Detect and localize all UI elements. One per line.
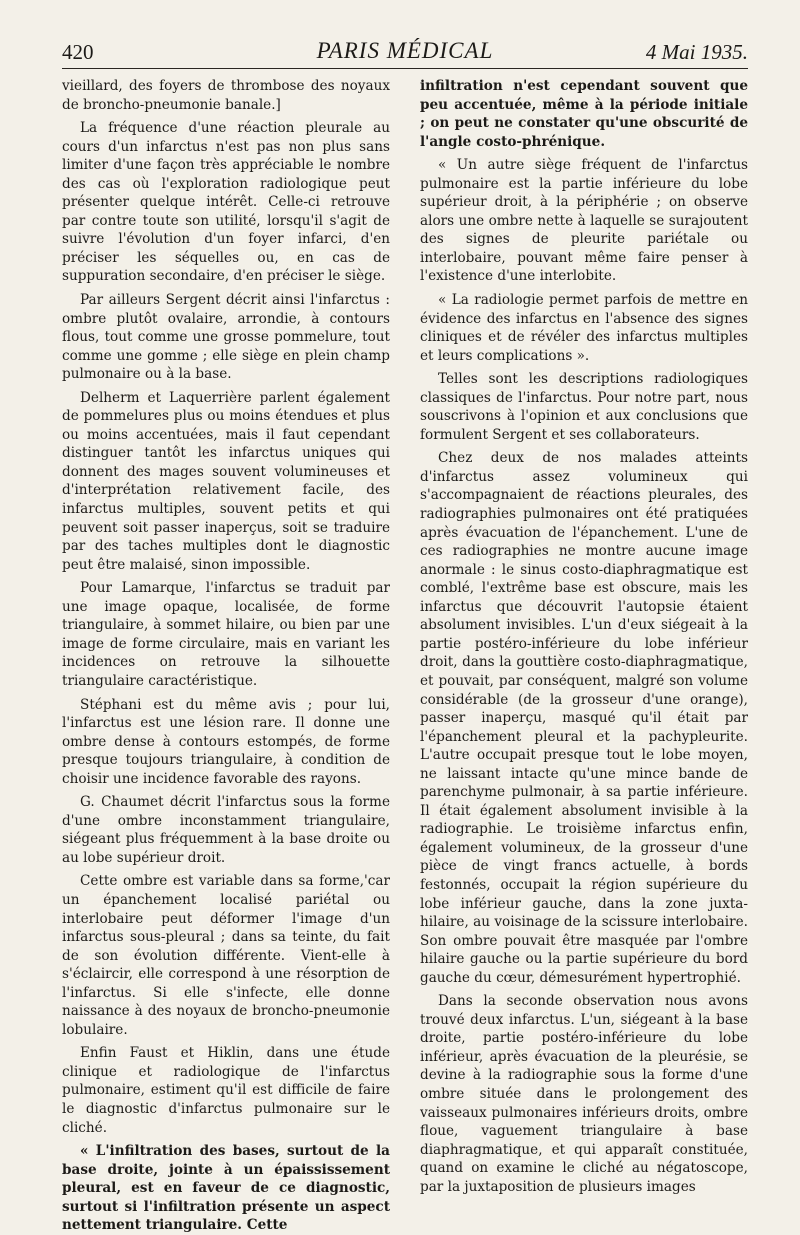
paragraph: La fréquence d'une réaction pleurale au cours d'un infarctus n'est pas non plus sans limiter d'une façon très appréciable le nombre des cas où l'exploration radiologique peut présenter quelque intérêt. Celle-ci retrouve par contre toute son utilité, lorsqu'il s'agit de suivre l'évolution d'un foyer infarci, d'en préciser les séquelles ou, en cas de suppuration secondaire, d'en préciser le siège.	[62, 120, 390, 285]
paragraph: Telles sont les descriptions radiologiques classiques de l'infarctus. Pour notre part, nous souscrivons à l'opinion et aux conclusions que formulent Sergent et ses collaborateurs.	[420, 371, 748, 443]
journal-title: PARIS MÉDICAL	[316, 38, 494, 63]
right-column	[420, 77, 748, 1235]
paragraph: Dans la seconde observation nous avons trouvé deux infarctus. L'un, siégeant à la base droite, partie postéro-inférieure du lobe inférieur, après évacuation de la pleurésie, se devine à la radiographie sous la forme d'une ombre située dans le prolongement des vaisseaux pulmonaires inférieurs droits, ombre floue, vaguement triangulaire à base diaphragmatique, et qui apparaît constituée, quand on examine le cliché au négatoscope, par la juxtaposition de plusieurs images	[420, 993, 748, 1195]
paragraph: Chez deux de nos malades atteints d'infarctus assez volumineux qui s'accompagnaient de réactions pleurales, des radiographies pulmonaires ont été pratiquées après évacuation de l'épanchement. L'une de ces radiographies ne montre aucune image anormale : le sinus costo-diaphragmatique est comblé, l'extrême base est obscure, mais les infarctus que découvrit l'autopsie étaient absolument invisibles. L'un d'eux siégeait à la partie postéro-inférieure du lobe inférieur droit, dans la gouttière costo-diaphragmatique, et pouvait, par conséquent, malgré son volume considérable (de la grosseur d'une orange), passer inaperçu, masqué qu'il était par l'épanchement pleural et la pachypleurite. L'autre occupait presque tout le lobe moyen, ne laissant intacte qu'une mince bande de parenchyme pulmonair, à sa partie inférieure. Il était également absolument invisible à la radiographie. Le troisième infarctus enfin, également volumineux, de la grosseur d'une pièce de vingt francs actuelle, à bords festonnés, occupait la région supérieure du lobe inférieur gauche, dans la zone juxta-hilaire, au voisinage de la scissure interlobaire. Son ombre pouvait être masquée par l'ombre hilaire gauche ou la partie supérieure du bord gauche du cœur, démesurément hypertrophié.	[420, 450, 748, 986]
left-column	[62, 77, 390, 1235]
paragraph: infiltration n'est cependant souvent que peu accentuée, même à la période initiale ; on peut ne constater qu'une obscurité de l'angle costo-phrénique.	[420, 78, 748, 150]
issue-date: 4 Mai 1935.	[645, 40, 748, 64]
paragraph: Stéphani est du même avis ; pour lui, l'infarctus est une lésion rare. Il donne une ombre dense à contours estompés, de forme presque toujours triangulaire, à condition de choisir une incidence favorable des rayons.	[62, 696, 390, 787]
paragraph: Cette ombre est variable dans sa forme,'car un épanchement localisé pariétal ou interlobaire peut déformer l'image d'un infarctus sous-pleural ; dans sa teinte, du fait de son évolution différente. Vient-elle à s'éclaircir, elle correspond à une résorption de l'infarctus. Si elle s'infecte, elle donne naissance à des noyaux de broncho-pneumonie lobulaire.	[62, 873, 390, 1038]
paragraph: vieillard, des foyers de thrombose des noyaux de broncho-pneumonie banale.]	[62, 78, 390, 113]
paragraph: Pour Lamarque, l'infarctus se traduit par une image opaque, localisée, de forme triangulaire, à sommet hilaire, ou bien par une image de forme circulaire, mais en variant les incidences on retrouve la silhouette triangulaire caractéristique.	[62, 580, 390, 689]
paragraph: Par ailleurs Sergent décrit ainsi l'infarctus : ombre plutôt ovalaire, arrondie, à contours flous, tout comme une grosse pommelure, tout comme une gomme ; elle siège en plein champ pulmonaire ou à la base.	[62, 292, 390, 383]
paragraph: G. Chaumet décrit l'infarctus sous la forme d'une ombre inconstamment triangulaire, siégeant plus fréquemment à la base droite ou au lobe supérieur droit.	[62, 794, 390, 866]
text-columns	[62, 77, 748, 1235]
paragraph: Delherm et Laquerrière parlent également de pommelures plus ou moins étendues et plus ou moins accentuées, mais il faut cependant distinguer tantôt les infarctus uniques qui donnent des mages souvent volumineuses et d'interprétation relativement facile, des infarctus multiples, souvent petits et qui peuvent soit passer inaperçus, soit se traduire par des taches multiples dont le diagnostic peut être malaisé, sinon impossible.	[62, 389, 390, 573]
paragraph: « Un autre siège fréquent de l'infarctus pulmonaire est la partie inférieure du lobe supérieur droit, à la périphérie ; on observe alors une ombre nette à laquelle se surajoutent des signes de pleurite pariétale ou interlobaire, pouvant même faire penser à l'existence d'une interlobite.	[420, 157, 748, 285]
page-header	[62, 34, 748, 69]
paragraph: Enfin Faust et Hiklin, dans une étude clinique et radiologique de l'infarctus pulmonaire, estiment qu'il est difficile de faire le diagnostic d'infarctus pulmonaire sur le cliché.	[62, 1045, 390, 1136]
paragraph: « La radiologie permet parfois de mettre en évidence des infarctus en l'absence des signes cliniques et de révéler des infarctus multiples et leurs complications ».	[420, 292, 748, 364]
paragraph: « L'infiltration des bases, surtout de la base droite, jointe à un épaississement pleural, est en faveur de ce diagnostic, surtout si l'infiltration présente un aspect nettement triangulaire. Cette	[62, 1143, 390, 1234]
page-number: 420	[62, 40, 94, 64]
